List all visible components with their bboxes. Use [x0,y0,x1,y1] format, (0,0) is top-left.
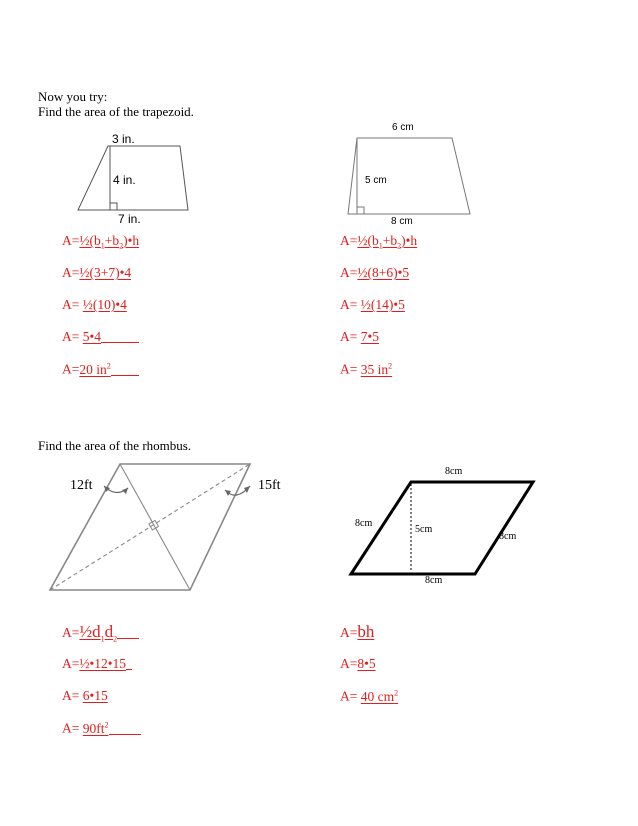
rhombus2-bottom-label: 8cm [425,575,443,586]
trap2-step-add: A= ½(14)•5 [340,297,405,312]
trapezoid-diagram-1 [70,130,230,230]
trap1-step-add: A= ½(10)•4 [62,297,127,312]
rhombus1-step-half: A= 6•15 [62,688,108,703]
rhombus2-step-substitute: A=8•5 [340,656,376,671]
trap2-step-half: A= 7•5 [340,329,379,344]
rhombus1-formula: $A=\frac{1}{2}d_1d_2$ [62,622,139,643]
rhombus1-angle-left-label: 12ft [70,478,93,493]
trap1-answer: A=20 $in^2$ [62,361,139,378]
rhombus-diagram-2 [345,462,545,592]
trap2-formula: $A=\frac{1}{2}(b_1+b_2)•h$ [340,233,418,251]
rhombus2-left-label: 8cm [355,518,373,529]
trap1-step-substitute: A=½(3+7)•4 [62,265,132,280]
trap2-top-label: 6 cm [392,122,414,133]
rhombus2-right-label: 8cm [499,531,517,542]
trap1-top-label: 3 in. [112,132,135,146]
rhombus1-step-substitute: A=½•12•15 [62,656,132,672]
trap2-height-label: 5 cm [365,175,387,186]
rhombus1-angle-right-label: 15ft [258,478,281,493]
rhombus2-formula: A=bh [340,622,375,641]
trap2-step-substitute: A=½(8+6)•5 [340,265,410,280]
section-title-rhombus: Find the area of the rhombus. [38,438,192,453]
trap1-formula: $A=\frac{1}{2}(b_1+b_2)•h$ [62,233,140,251]
section-title-trapezoid: Find the area of the trapezoid. [38,104,194,119]
trap2-bottom-label: 8 cm [391,216,413,227]
rhombus-diagram-1 [40,458,310,598]
trapezoid-diagram-2 [340,118,480,230]
trap1-step-half: A= 5•4 [62,329,139,345]
rhombus2-top-label: 8cm [445,466,463,477]
rhombus2-height-label: 5cm [415,524,433,535]
intro-text: Now you try: [38,89,108,104]
trap2-answer: A= 35 $in^2$ [340,361,393,377]
trap1-height-label: 4 in. [113,173,136,187]
rhombus1-answer: $A= 90ft^2$ [62,720,141,737]
trap1-bottom-label: 7 in. [118,212,141,226]
rhombus2-answer: A= 40 $cm^2$ [340,688,399,704]
